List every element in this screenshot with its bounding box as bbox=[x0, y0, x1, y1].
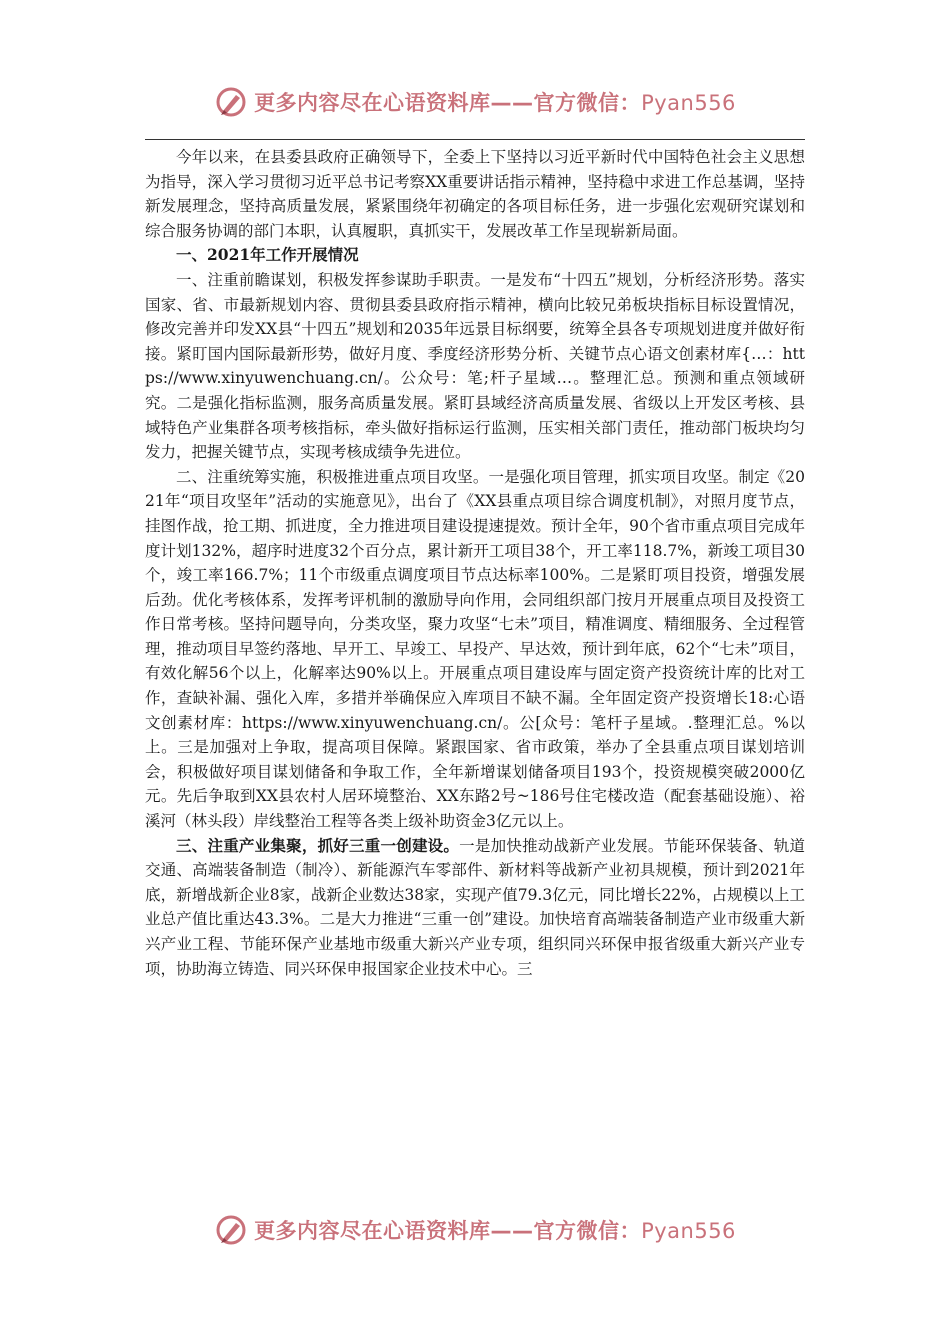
item-2-paragraph: 二、注重统筹实施，积极推进重点项目攻坚。一是强化项目管理，抓实项目攻坚。制定《2021年“项目攻坚年”活动的实施意见》，出台了《XX县重点项目综合调度机制》，对照月度节点，挂图作战，抢工期、抓进度，全力推进项目建设提速提效。预计全年，90个省市重点项目完成年度计划132%，超序时进度32个百分点，累计新开工项目38个，开工率118.7%，新竣工项目30个，竣工率166.7%；11个市级重点调度项目节点达标率100%。二是紧盯项目投资，增强发展后劲。优化考核体系，发挥考评机制的激励导向作用，会同组织部门按月开展重点项目及投资工作日常考核。坚持问题导向，分类攻坚，聚力攻坚“七未”项目，精准调度、精细服务、全过程管理，推动项目早签约落地、早开工、早竣工、早投产、早达效，预计到年底，62个“七未”项目，有效化解56个以上，化解率达90%以上。开展重点项目建设库与固定资产投资统计库的比对工作，查缺补漏、强化入库，多措并举确保应入库项目不缺不漏。全年固定资产投资增长18:心语文创素材库：https://www.xinyuwenchuang.cn/。公[众号：笔杆子星域。.整理汇总。%以上。三是加强对上争取，提高项目保障。紧跟国家、省市政策，举办了全县重点项目谋划培训会，积极做好项目谋划储备和争取工作，全年新增谋划储备项目193个，投资规模突破2000亿元。先后争取到XX县农村人居环境整治、XX东路2号~186号住宅楼改造（配套基础设施）、裕溪河（林头段）岸线整治工程等各类上级补助资金3亿元以上。 bbox=[145, 467, 805, 831]
intro-paragraph: 今年以来，在县委县政府正确领导下，全委上下坚持以习近平新时代中国特色社会主义思想为指导，深入学习贯彻习近平总书记考察XX重要讲话指示精神，坚持稳中求进工作总基调，坚持新发展理念，坚持高质量发展，紧紧围绕年初确定的各项目标任务，进一步强化宏观研究谋划和综合服务协调的部门本职，认真履职，真抓实干，发展改革工作呈现崭新局面。 bbox=[145, 148, 805, 240]
item-1-paragraph: 一、注重前瞻谋划，积极发挥参谋助手职责。一是发布“十四五”规划，分析经济形势。落实国家、省、市最新规划内容、贯彻县委县政府指示精神，横向比较兄弟板块指标目标设置情况，修改完善并印发XX县“十四五”规划和2035年远景目标纲要，统筹全县各专项规划进度并做好衔接。紧盯国内国际最新形势，做好月度、季度经济形势分析、关键节点心语文创素材库{…：https://www.xinyuwenchuang.cn/。公众号：笔;杆子星域…。整理汇总。预测和重点领域研究。二是强化指标监测，服务高质量发展。紧盯县域经济高质量发展、省级以上开发区考核、县域特色产业集群各项考核指标，牵头做好指标运行监测，压实相关部门责任，推动部门板块均匀发力，把握关键节点，实现考核成绩争先进位。 bbox=[145, 270, 805, 462]
footer-watermark bbox=[0, 1210, 950, 1250]
item-3-paragraph bbox=[145, 834, 805, 982]
pen-seal-icon bbox=[214, 1213, 248, 1247]
section-heading: 一、2021年工作开展情况 bbox=[176, 245, 359, 265]
header-divider bbox=[145, 139, 805, 140]
watermark-text: 更多内容尽在心语资料库——官方微信：Pyan556 bbox=[254, 91, 736, 115]
pen-seal-icon bbox=[214, 85, 248, 119]
item-3-lead: 三、注重产业集聚，抓好三重一创建设。 bbox=[176, 835, 460, 855]
watermark-text: 更多内容尽在心语资料库——官方微信：Pyan556 bbox=[254, 1219, 736, 1243]
item-3-text: 一是加快推动战新产业发展。节能环保装备、轨道交通、高端装备制造（制冷）、新能源汽车零部件、新材料等战新产业初具规模，预计到2021年底，新增战新企业8家，战新企业数达38家，实现产值79.3亿元，同比增长22%，占规模以上工业总产值比重达43.3%。二是大力推进“三重一创”建设。加快培育高端装备制造产业市级重大新兴产业工程、节能环保产业基地市级重大新兴产业专项，组织同兴环保申报省级重大新兴产业专项，协助海立铸造、同兴环保申报国家企业技术中心。三 bbox=[145, 836, 805, 978]
header-watermark bbox=[0, 82, 950, 122]
document-body bbox=[145, 145, 805, 981]
